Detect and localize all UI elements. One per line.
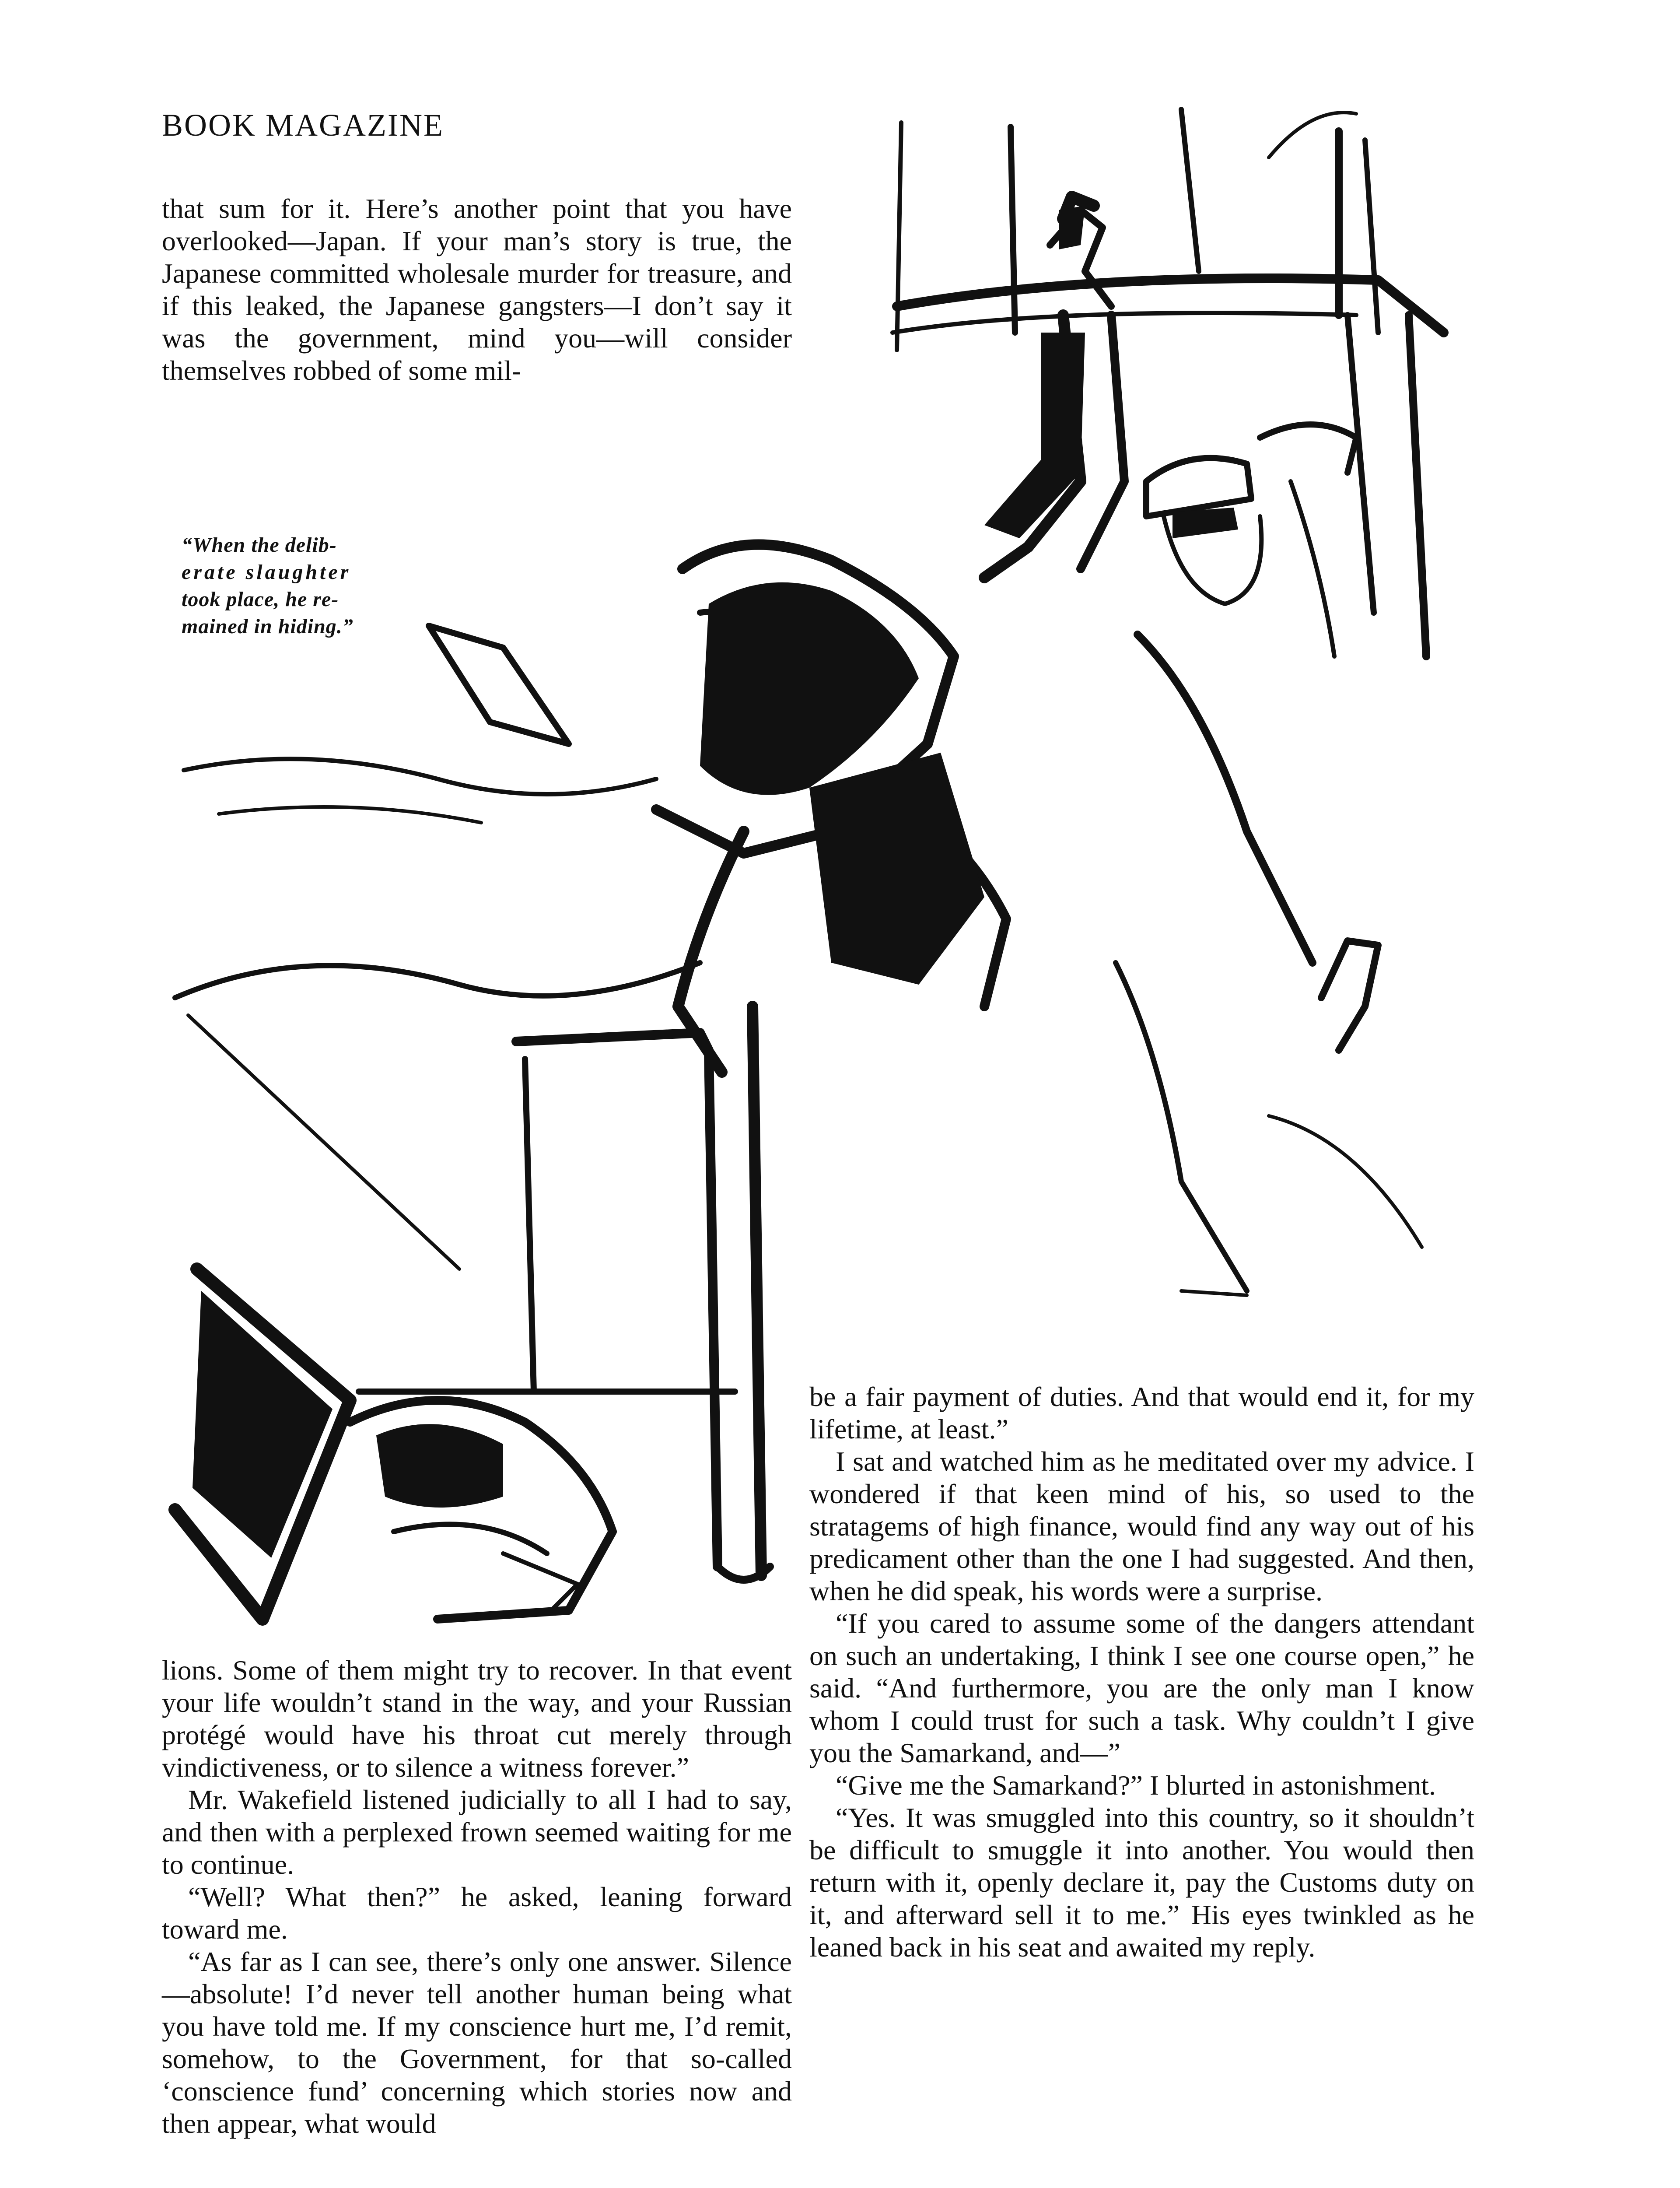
paragraph: that sum for it. Here’s another point that you have overlooked—Japan. If your man’s story is true, the Japanese committed wholesale murder for treasure, and if this leaked, the Japanese gangsters—I don’t say it was the government, mind you—will consider themselves robbed of some mil- [162, 193, 792, 386]
text-column-right [809, 1381, 1474, 1964]
paragraph: “Give me the Samarkand?” I blurted in astonishment. [836, 1770, 1436, 1801]
paragraph: “If you cared to assume some of the dangers attendant on such an undertaking, I think I see one course open,” he said. “And furthermore, you are the only man I know whom I could trust for such a task. Why couldn’t I give you the Samarkand, and—” [809, 1608, 1474, 1768]
paragraph: “Yes. It was smuggled into this country, so it shouldn’t be difficult to smuggle it into another. You would then return with it, openly declare it, pay the Customs duty on it, and afterward sell it to me.” His eyes twinkled as he leaned back in his seat and awaited my reply. [809, 1802, 1474, 1963]
paragraph: “Well? What then?” he asked, leaning forward toward me. [162, 1881, 792, 1945]
magazine-header: BOOK MAGAZINE [162, 108, 444, 143]
text-column-bottom-left [162, 1654, 792, 2140]
paragraph: “As far as I can see, there’s only one answer. Silence—absolute! I’d never tell another human being what you have told me. If my conscience hurt me, I’d remit, somehow, to the Government, for that so-called ‘conscience fund’ concerning which stories now and then appear, what would [162, 1946, 792, 2139]
caption-line: took place, he re- [182, 588, 339, 611]
caption-line: “When the delib- [182, 533, 337, 557]
text-column-top-left [162, 193, 792, 387]
illustration-caption [182, 532, 409, 640]
paragraph: I sat and watched him as he meditated over my advice. I wondered if that keen mind of his, so used to the stratagems of high finance, would find any way out of his predicament other than the one I had suggested. And then, when he did speak, his words were a surprise. [809, 1446, 1474, 1606]
caption-line: mained in hiding.” [182, 615, 354, 638]
caption-line: erate slaughter [182, 561, 351, 584]
paragraph: lions. Some of them might try to recover. In that event your life wouldn’t stand in the way, and your Russian protégé would have his throat cut merely through vindictiveness, or to silence a witness forever.” [162, 1655, 792, 1783]
paragraph: be a fair payment of duties. And that would end it, for my lifetime, at least.” [809, 1381, 1474, 1445]
paragraph: Mr. Wakefield listened judicially to all I had to say, and then with a perplexed frown seemed waiting for me to continue. [162, 1784, 792, 1880]
